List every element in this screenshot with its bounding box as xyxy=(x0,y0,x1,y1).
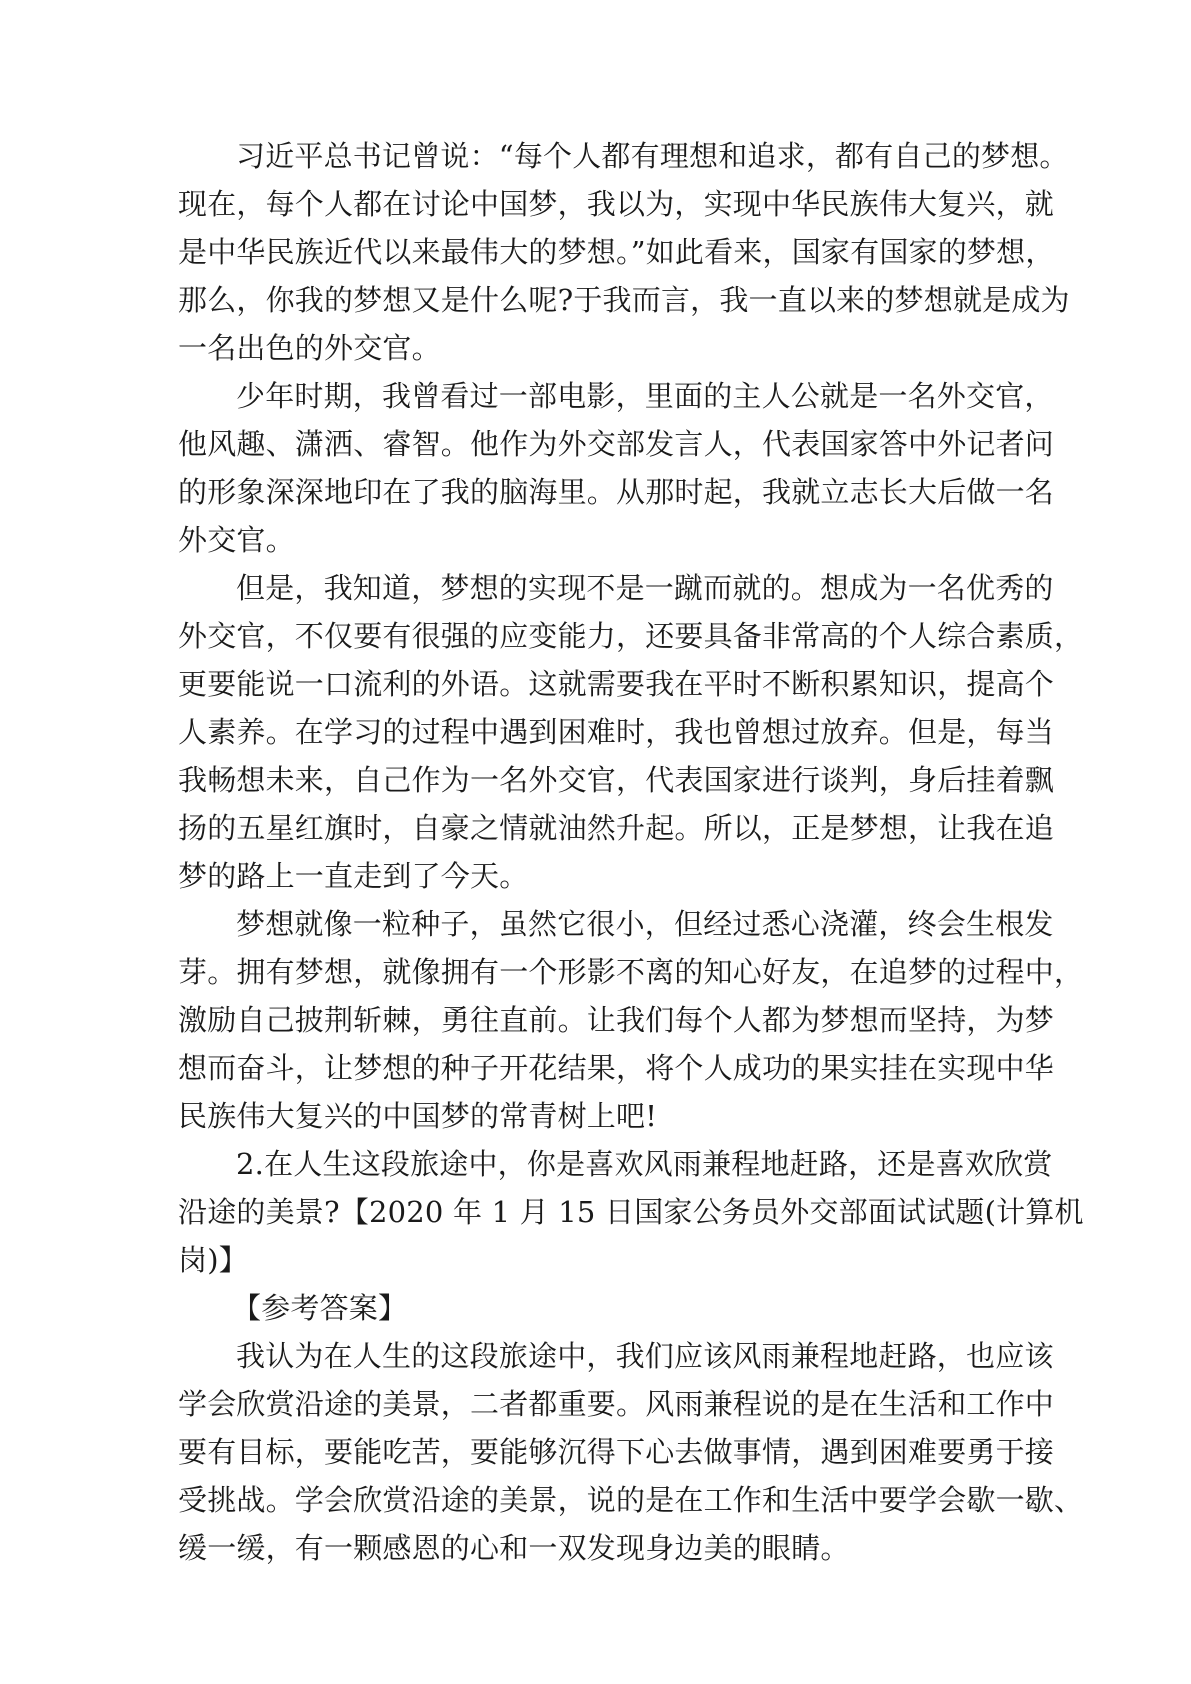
paragraph-3-line-7: 梦的路上一直走到了今天。 xyxy=(178,859,529,893)
paragraph-3-line-3: 更要能说一口流利的外语。这就需要我在平时不断积累知识，提高个 xyxy=(178,667,1055,701)
paragraph-3-line-5: 我畅想未来，自己作为一名外交官，代表国家进行谈判，身后挂着飘 xyxy=(178,763,1055,797)
answer-line-1: 我认为在人生的这段旅途中，我们应该风雨兼程地赶路，也应该 xyxy=(236,1339,1054,1373)
paragraph-2-line-4: 外交官。 xyxy=(178,523,295,557)
paragraph-4-line-4: 想而奋斗，让梦想的种子开花结果，将个人成功的果实挂在实现中华 xyxy=(178,1051,1055,1085)
paragraph-3-line-1: 但是，我知道，梦想的实现不是一蹴而就的。想成为一名优秀的 xyxy=(236,571,1054,605)
paragraph-3-line-2: 外交官，不仅要有很强的应变能力，还要具备非常高的个人综合素质， xyxy=(178,619,1084,653)
paragraph-3-line-6: 扬的五星红旗时，自豪之情就油然升起。所以，正是梦想，让我在追 xyxy=(178,811,1055,845)
paragraph-1-line-4: 那么，你我的梦想又是什么呢?于我而言，我一直以来的梦想就是成为 xyxy=(178,283,1070,317)
question-2-line-2: 沿途的美景?【2020 年 1 月 15 日国家公务员外交部面试试题(计算机 xyxy=(178,1195,1084,1229)
answer-line-3: 要有目标，要能吃苦，要能够沉得下心去做事情，遇到困难要勇于接 xyxy=(178,1435,1055,1469)
question-2-line-3: 岗)】 xyxy=(178,1243,248,1277)
paragraph-2-line-2: 他风趣、潇洒、睿智。他作为外交部发言人，代表国家答中外记者问 xyxy=(178,427,1055,461)
paragraph-3-line-4: 人素养。在学习的过程中遇到困难时，我也曾想过放弃。但是，每当 xyxy=(178,715,1055,749)
paragraph-4-line-5: 民族伟大复兴的中国梦的常青树上吧! xyxy=(178,1099,658,1133)
answer-line-4: 受挑战。学会欣赏沿途的美景，说的是在工作和生活中要学会歇一歇、 xyxy=(178,1483,1084,1517)
paragraph-2-line-3: 的形象深深地印在了我的脑海里。从那时起，我就立志长大后做一名 xyxy=(178,475,1055,509)
paragraph-4-line-2: 芽。拥有梦想，就像拥有一个形影不离的知心好友，在追梦的过程中， xyxy=(178,955,1084,989)
answer-line-2: 学会欣赏沿途的美景，二者都重要。风雨兼程说的是在生活和工作中 xyxy=(178,1387,1055,1421)
paragraph-4-line-1: 梦想就像一粒种子，虽然它很小，但经过悉心浇灌，终会生根发 xyxy=(236,907,1054,941)
paragraph-1-line-5: 一名出色的外交官。 xyxy=(178,331,441,365)
paragraph-1-line-1: 习近平总书记曾说：“每个人都有理想和追求，都有自己的梦想。 xyxy=(236,139,1069,173)
paragraph-4-line-3: 激励自己披荆斩棘，勇往直前。让我们每个人都为梦想而坚持，为梦 xyxy=(178,1003,1055,1037)
paragraph-1-line-2: 现在，每个人都在讨论中国梦，我以为，实现中华民族伟大复兴，就 xyxy=(178,187,1055,221)
reference-answer-heading: 【参考答案】 xyxy=(232,1291,408,1325)
paragraph-2-line-1: 少年时期，我曾看过一部电影，里面的主人公就是一名外交官， xyxy=(236,379,1054,413)
paragraph-1-line-3: 是中华民族近代以来最伟大的梦想。”如此看来，国家有国家的梦想， xyxy=(178,235,1055,269)
answer-line-5: 缓一缓，有一颗感恩的心和一双发现身边美的眼睛。 xyxy=(178,1531,850,1565)
question-2-line-1: 2.在人生这段旅途中，你是喜欢风雨兼程地赶路，还是喜欢欣赏 xyxy=(236,1147,1053,1181)
